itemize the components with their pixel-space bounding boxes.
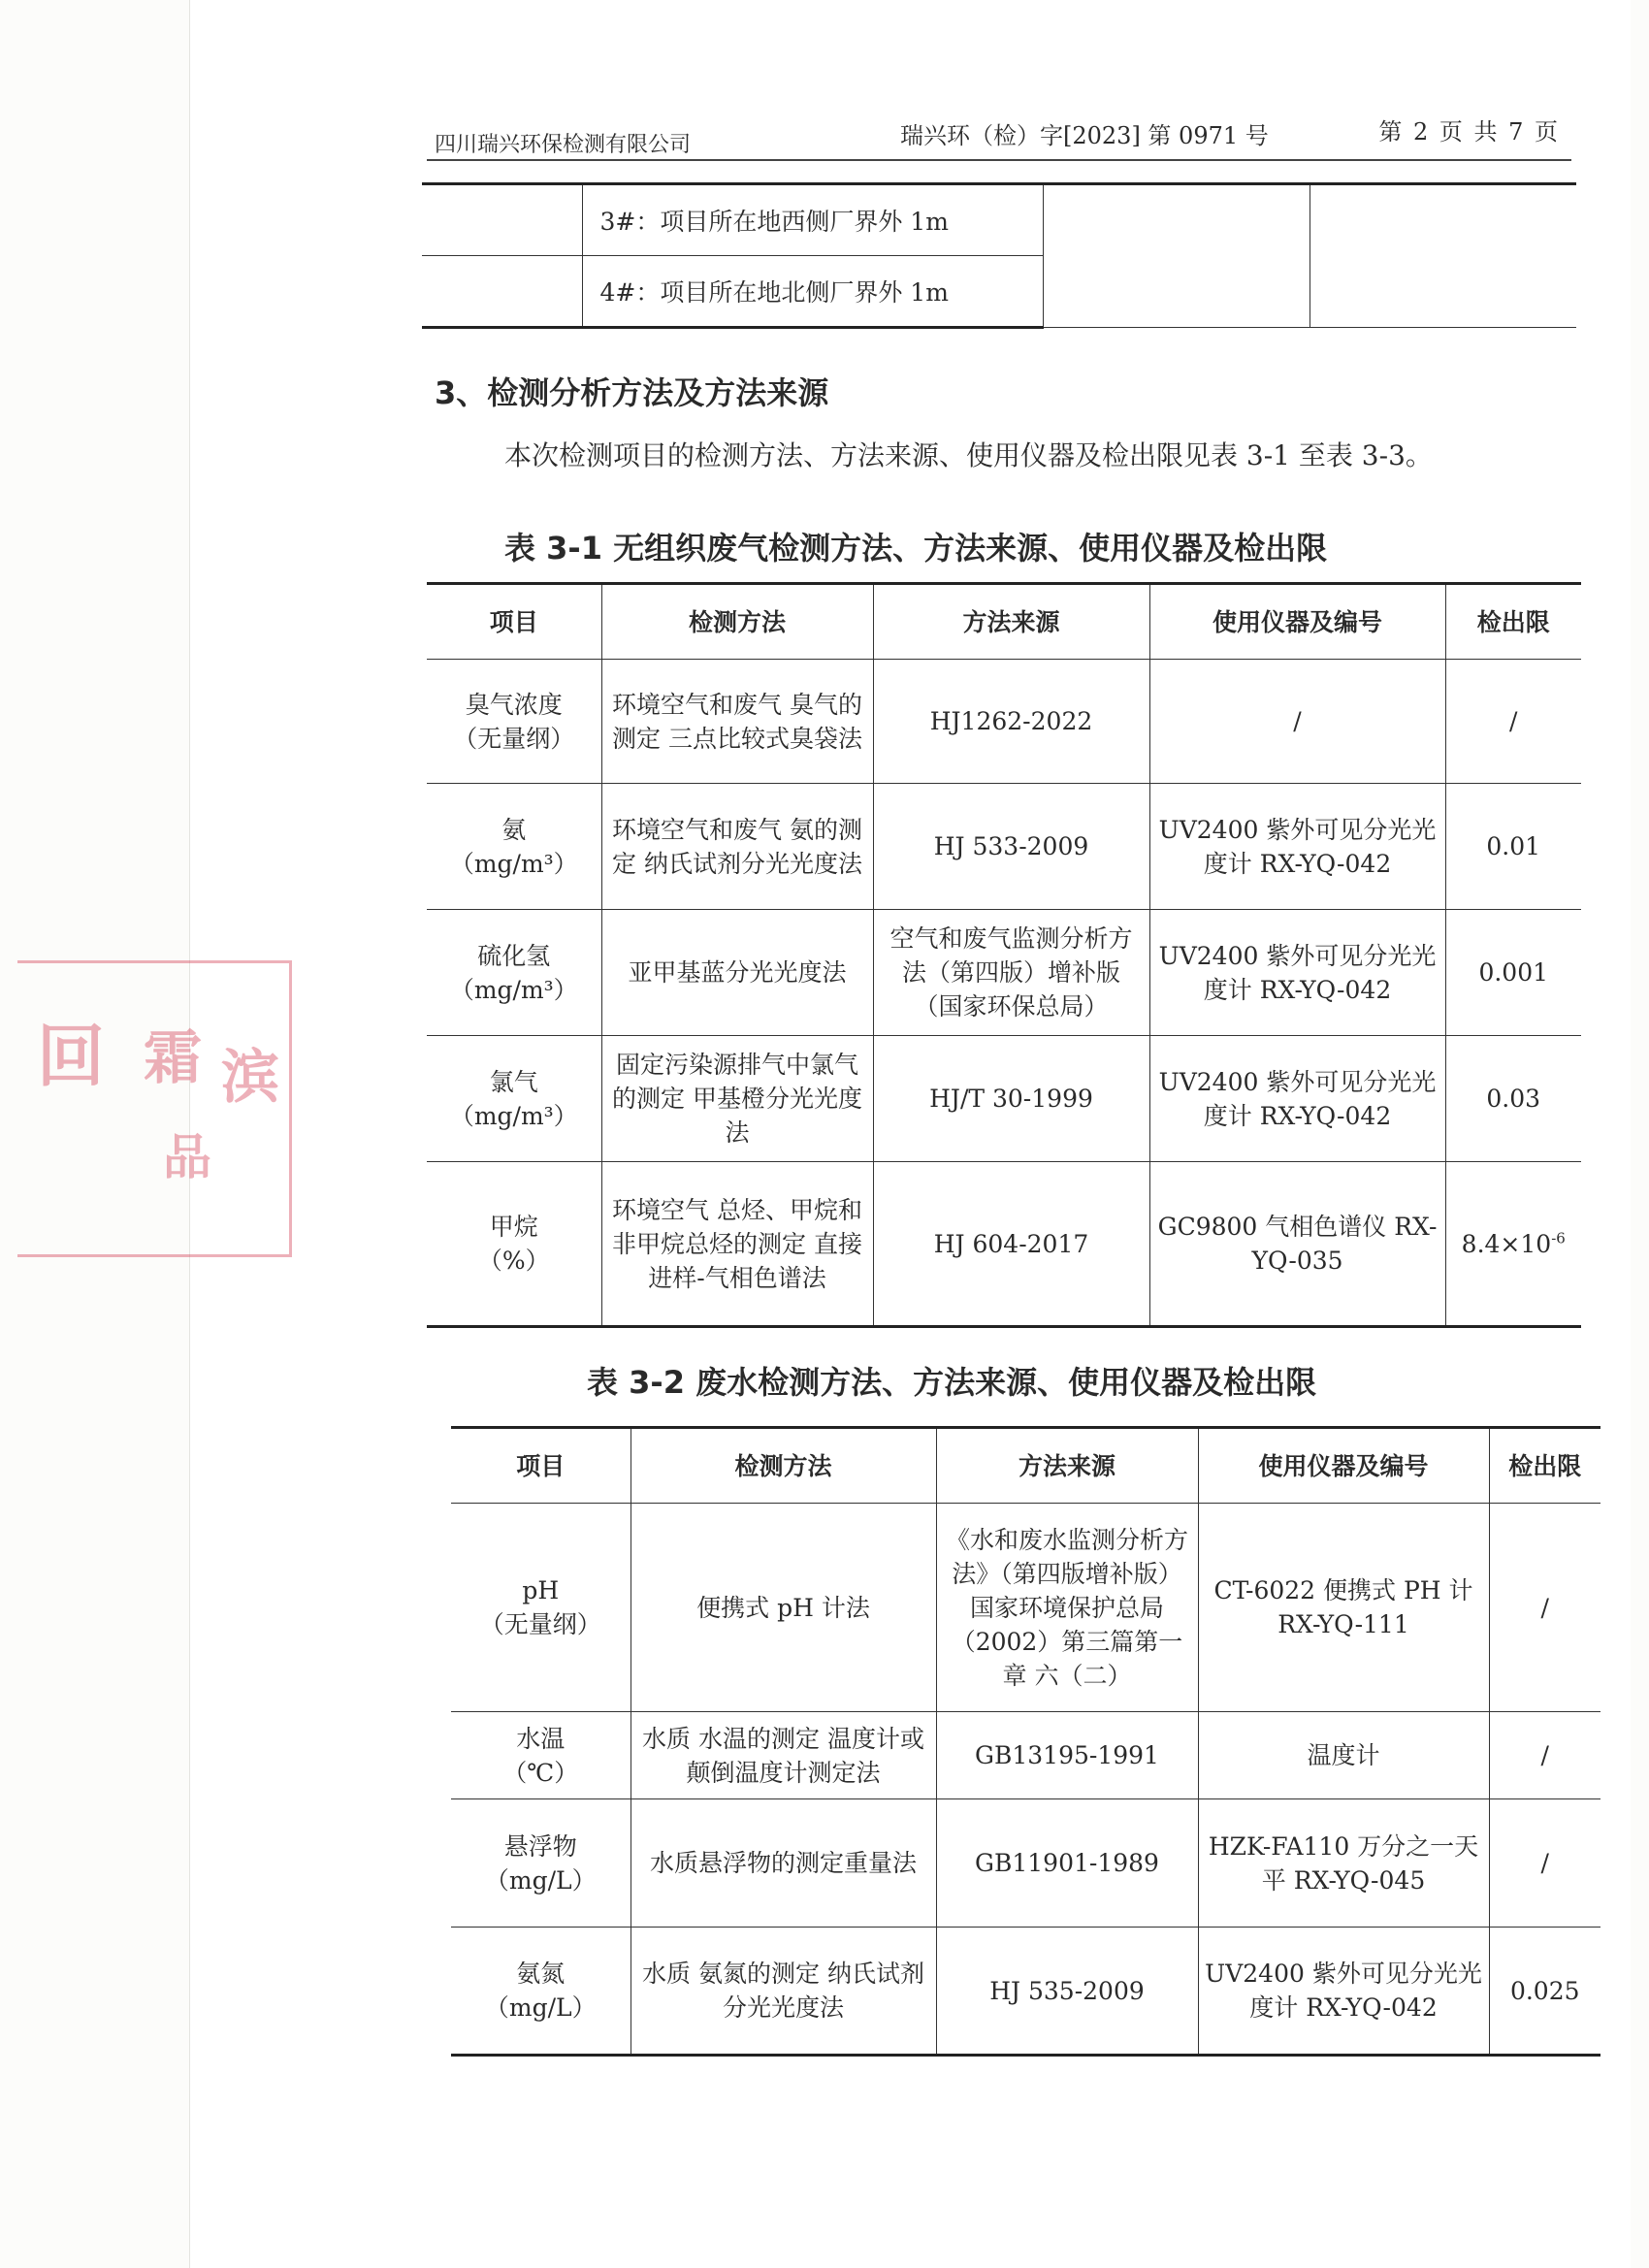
table1-exhaust-gas-methods xyxy=(427,582,1581,1328)
column-header: 方法来源 xyxy=(873,584,1149,660)
table-row xyxy=(451,1928,1600,2056)
method-cell: 水质 水温的测定 温度计或颠倒温度计测定法 xyxy=(630,1712,936,1799)
item-cell: 氯气 （mg/m³） xyxy=(427,1036,601,1162)
table-row xyxy=(427,1162,1581,1327)
source-cell: GB13195-1991 xyxy=(936,1712,1198,1799)
instrument-cell: UV2400 紫外可见分光光度计 RX-YQ-042 xyxy=(1149,784,1445,910)
table-row xyxy=(427,784,1581,910)
item-cell: 甲烷 （%） xyxy=(427,1162,601,1327)
seal-glyph: 品 xyxy=(163,1129,211,1185)
limit-cell: $8.4\times 10^{-6}$ xyxy=(1445,1162,1581,1327)
table1-caption: 表 3-1 无组织废气检测方法、方法来源、使用仪器及检出限 xyxy=(504,530,1328,567)
page-number: 第 2 页 共 7 页 xyxy=(1378,118,1560,146)
company-name: 四川瑞兴环保检测有限公司 xyxy=(435,133,692,157)
seal-glyph: 滨 xyxy=(221,1044,279,1112)
method-cell: 水质 氨氮的测定 纳氏试剂分光光度法 xyxy=(630,1928,936,2056)
seal-glyph: 回 xyxy=(37,1017,105,1096)
source-cell: HJ 533-2009 xyxy=(873,784,1149,910)
item-cell: 悬浮物 （mg/L） xyxy=(451,1799,630,1928)
source-cell: HJ1262-2022 xyxy=(873,660,1149,784)
column-header: 检测方法 xyxy=(601,584,873,660)
method-cell: 环境空气和废气 臭气的测定 三点比较式臭袋法 xyxy=(601,660,873,784)
document-number: 瑞兴环（检）字[2023] 第 0971 号 xyxy=(900,122,1269,149)
method-cell: 便携式 pH 计法 xyxy=(630,1504,936,1712)
item-cell: 氨氮 （mg/L） xyxy=(451,1928,630,2056)
instrument-cell: UV2400 紫外可见分光光度计 RX-YQ-042 xyxy=(1149,1036,1445,1162)
method-cell: 环境空气 总烃、甲烷和非甲烷总烃的测定 直接进样-气相色谱法 xyxy=(601,1162,873,1327)
instrument-cell: UV2400 紫外可见分光光度计 RX-YQ-042 xyxy=(1198,1928,1489,2056)
limit-cell: 0.025 xyxy=(1489,1928,1600,2056)
method-cell: 亚甲基蓝分光光度法 xyxy=(601,910,873,1036)
source-cell: HJ 535-2009 xyxy=(936,1928,1198,2056)
source-cell: 空气和废气监测分析方法（第四版）增补版（国家环保总局） xyxy=(873,910,1149,1036)
limit-cell: / xyxy=(1445,660,1581,784)
column-header: 方法来源 xyxy=(936,1428,1198,1504)
limit-cell: / xyxy=(1489,1799,1600,1928)
instrument-cell: UV2400 紫外可见分光光度计 RX-YQ-042 xyxy=(1149,910,1445,1036)
table-row xyxy=(427,660,1581,784)
source-cell: GB11901-1989 xyxy=(936,1799,1198,1928)
limit-cell: / xyxy=(1489,1712,1600,1799)
table-row xyxy=(451,1504,1600,1712)
page-header xyxy=(427,105,1571,161)
limit-cell: 0.03 xyxy=(1445,1036,1581,1162)
method-cell: 固定污染源排气中氯气的测定 甲基橙分光光度法 xyxy=(601,1036,873,1162)
table2-wastewater-methods xyxy=(451,1426,1600,2057)
column-header: 检测方法 xyxy=(630,1428,936,1504)
table-row xyxy=(427,1036,1581,1162)
item-cell: 臭气浓度 （无量纲） xyxy=(427,660,601,784)
column-header: 项目 xyxy=(451,1428,630,1504)
sampling-points-table xyxy=(422,182,1576,329)
limit-cell: / xyxy=(1489,1504,1600,1712)
column-header: 项目 xyxy=(427,584,601,660)
table-header-row xyxy=(451,1428,1600,1504)
source-cell: 《水和废水监测分析方法》（第四版增补版）国家环境保护总局（2002）第三篇第一章 六（二） xyxy=(936,1504,1198,1712)
table-row xyxy=(422,184,1576,256)
item-cell: pH （无量纲） xyxy=(451,1504,630,1712)
method-cell: 水质悬浮物的测定重量法 xyxy=(630,1799,936,1928)
source-cell: HJ/T 30-1999 xyxy=(873,1036,1149,1162)
table-row xyxy=(427,910,1581,1036)
section-heading: 3、检测分析方法及方法来源 xyxy=(435,374,829,411)
limit-cell: 0.001 xyxy=(1445,910,1581,1036)
seal-stamp xyxy=(17,960,292,1257)
table2-caption: 表 3-2 废水检测方法、方法来源、使用仪器及检出限 xyxy=(587,1364,1317,1401)
column-header: 检出限 xyxy=(1489,1428,1600,1504)
table-header-row xyxy=(427,584,1581,660)
column-header: 使用仪器及编号 xyxy=(1198,1428,1489,1504)
item-cell: 氨 （mg/m³） xyxy=(427,784,601,910)
sampling-point-label: 4#：项目所在地北侧厂界外 1m xyxy=(582,256,1043,328)
column-header: 检出限 xyxy=(1445,584,1581,660)
method-cell: 环境空气和废气 氨的测定 纳氏试剂分光光度法 xyxy=(601,784,873,910)
sampling-point-label: 3#：项目所在地西侧厂界外 1m xyxy=(582,184,1043,256)
table-row xyxy=(451,1712,1600,1799)
instrument-cell: CT-6022 便携式 PH 计 RX-YQ-111 xyxy=(1198,1504,1489,1712)
source-cell: HJ 604-2017 xyxy=(873,1162,1149,1327)
section-intro: 本次检测项目的检测方法、方法来源、使用仪器及检出限见表 3-1 至表 3-3。 xyxy=(504,439,1433,471)
instrument-cell: GC9800 气相色谱仪 RX-YQ-035 xyxy=(1149,1162,1445,1327)
table-row xyxy=(451,1799,1600,1928)
instrument-cell: / xyxy=(1149,660,1445,784)
limit-cell: 0.01 xyxy=(1445,784,1581,910)
item-cell: 水温 （℃） xyxy=(451,1712,630,1799)
item-cell: 硫化氢 （mg/m³） xyxy=(427,910,601,1036)
seal-glyph: 霜 xyxy=(144,1024,202,1092)
instrument-cell: 温度计 xyxy=(1198,1712,1489,1799)
column-header: 使用仪器及编号 xyxy=(1149,584,1445,660)
instrument-cell: HZK-FA110 万分之一天平 RX-YQ-045 xyxy=(1198,1799,1489,1928)
